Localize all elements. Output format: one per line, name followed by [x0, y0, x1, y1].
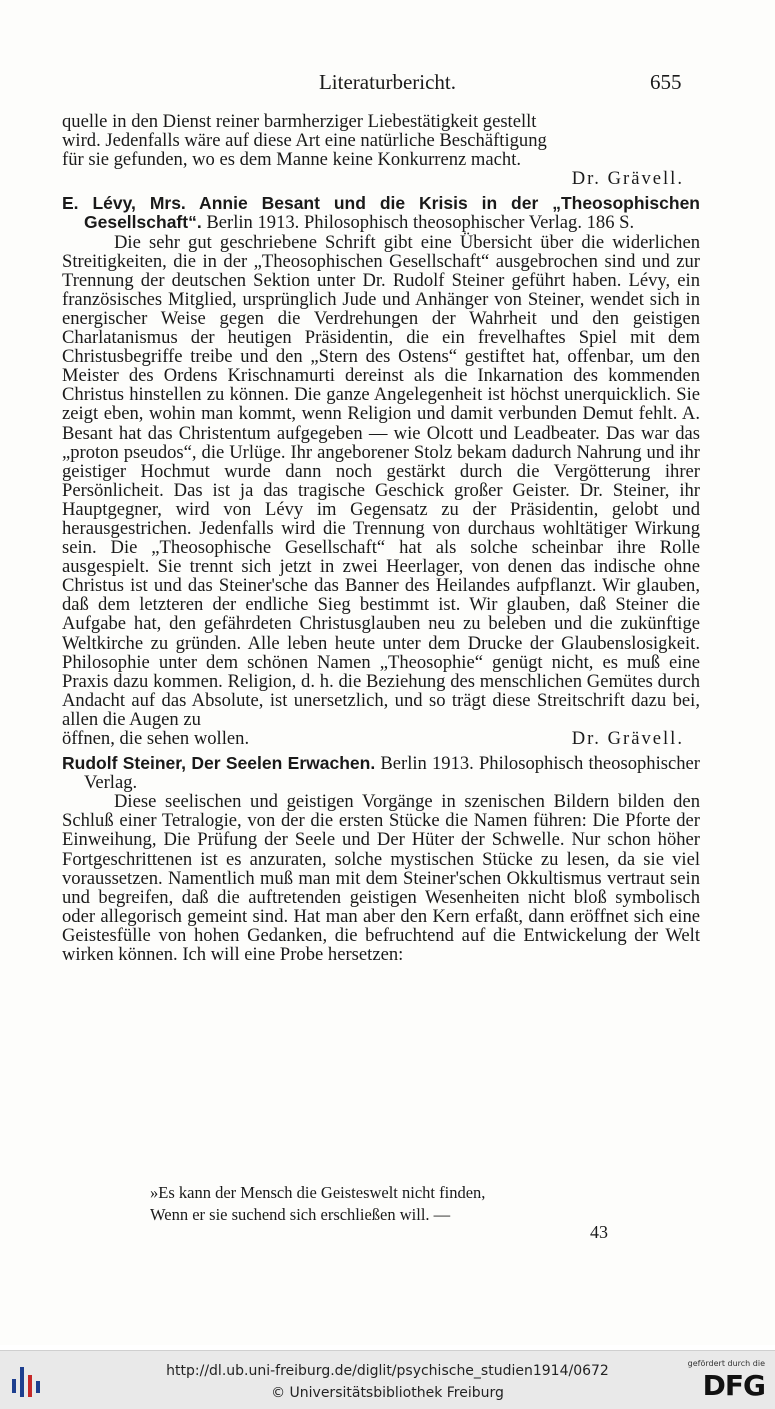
- entry-1-heading: [62, 194, 700, 232]
- intro-line-2: wird. Jedenfalls wäre auf diese Art eine natürliche Beschäftigung: [62, 130, 547, 152]
- intro-line-1: quelle in den Dienst reiner barmherziger Liebestätigkeit gestellt: [62, 111, 537, 132]
- signature-1: Dr. Grävell.: [571, 168, 684, 190]
- verse-line-1: »Es kann der Mensch die Geisteswelt nicht finden,: [150, 1183, 486, 1202]
- entry-1-title: E. Lévy, Mrs. Annie Besant und die Krisis in der „Theosophischen Gesellschaft“.: [62, 193, 700, 233]
- entry-2-title: Rudolf Steiner, Der Seelen Erwachen.: [62, 753, 376, 774]
- viewer-footer: [0, 1350, 775, 1409]
- entry-1-text: Die sehr gut geschriebene Schrift gibt eine Übersicht über die widerlichen Streitigkeiten, die in der „Theosophischen Gesellschaft“ ausgebrochen sind und zur Trennung der deutschen Sektion unter Dr. Rudolf Steiner geführt haben. Lévy, ein französisches Mitglied, ursprünglich Jude und Anhänger von Steiner, wendet sich in energischer Weise gegen die Verdrehungen der Wahrheit und den geistigen Charlatanismus der heutigen Präsidentin, die ein frevelhaftes Spiel mit dem Christusbegriffe treibe und den „Stern des Ostens“ gestiftet hat, offenbar, um den Meister des Ordens Krischnamurti dereinst als die Inkarnation des kommenden Christus hinstellen zu können. Die ganze Angelegenheit ist höchst unerquicklich. Sie zeigt eben, wohin man kommt, wenn Religion und damit verbunden Demut fehlt. A. Besant hat das Christentum aufgegeben — wie Olcott und Leadbeater. Das war das „proton pseudos“, die Urlüge. Ihr angeborener Stolz bekam dadurch Nahrung und ihr geistiger Hochmut wurde dann noch gestärkt durch die Vergötterung ihrer Persönlicheit. Das ist ja das tragische Geschick großer Geister. Dr. Steiner, ihr Hauptgegner, wird von Lévy im Gegensatz zu der Präsidentin, gelobt und herausgestrichen. Jedenfalls wird die Trennung von durchaus wohltätiger Wirkung sein. Die „Theosophische Gesellschaft“ hat als solche scheinbar ihre Rolle ausgespielt. Sie trennt sich jetzt in zwei Heerlager, von denen das indische ohne Christus ist und das Steiner'sche das Banner des Heilandes aufpflanzt. Wir glauben, daß dem letzteren der endliche Sieg bestimmt ist. Wir glauben, daß Steiner die Aufgabe hat, den gefährdeten Christusglauben neu zu beleben und die zukünftige Weltkirche zu gründen. Alle leben heute unter dem Drucke der Glaubenslosigkeit. Philosophie unter dem schönen Namen „Theosophie“ genügt nicht, es muß eine Praxis dazu kommen. Religion, d. h. die Beziehung des menschlichen Gemütes durch Andacht auf das Absolute, ist unersetzlich, und so trägt diese Streitschrift dazu bei, allen die Augen zu: [62, 231, 700, 730]
- source-url-link[interactable]: http://dl.ub.uni-freiburg.de/diglit/psychische_studien1914/0672: [166, 1363, 609, 1379]
- verse-line-2: Wenn er sie suchend sich erschließen will. —: [150, 1205, 451, 1224]
- header-page-number: 655: [650, 70, 682, 94]
- signature-mark: 43: [590, 1222, 608, 1242]
- copyright-text: © Universitätsbibliothek Freiburg: [271, 1385, 504, 1401]
- entry-2-heading: [62, 754, 700, 792]
- text-column: [62, 112, 700, 964]
- verse-quote: [150, 1182, 620, 1226]
- signature-2: Dr. Grävell.: [571, 728, 684, 749]
- intro-line-3: für sie gefunden, wo es dem Manne keine Konkurrenz macht.: [62, 149, 522, 171]
- entry-2-text: Diese seelischen und geistigen Vorgänge in szenischen Bildern bilden den Schluß einer Tetralogie, von der die ersten Stücke die Namen führen: Die Pforte der Einweihung, Die Prüfung der Seele und Der Hüter der Schwelle. Nur schon höher Fortgeschrittenen ist es anzuraten, solche mystischen Stücke zu lesen, da sie viel voraussetzen. Namentlich muß man mit dem Steiner'schen Okkultismus vertraut sein und begreifen, daß die auftretenden geistigen Wesenheiten nicht bloß symbolisch oder allegorisch gemeint sind. Hat man aber den Kern erfaßt, dann eröffnet sich eine Geistesfülle von hohen Gedanken, die befruchtend auf die Entwickelung der Welt wirken können. Ich will eine Probe hersetzen:: [62, 791, 700, 966]
- running-header: Literaturbericht.: [318, 70, 456, 94]
- dfg-caption: gefördert durch die: [687, 1359, 765, 1368]
- entry-1-last-line: öffnen, die sehen wollen.: [62, 728, 250, 749]
- dfg-logo: DFG: [702, 1369, 765, 1402]
- entry-2-publication: Berlin 1913. Philosophisch theosophischer Verlag.: [84, 753, 700, 794]
- entry-1-closing: [62, 729, 700, 748]
- entry-1-publication: Berlin 1913. Philosophisch theosophischer Verlag. 186 S.: [206, 212, 635, 234]
